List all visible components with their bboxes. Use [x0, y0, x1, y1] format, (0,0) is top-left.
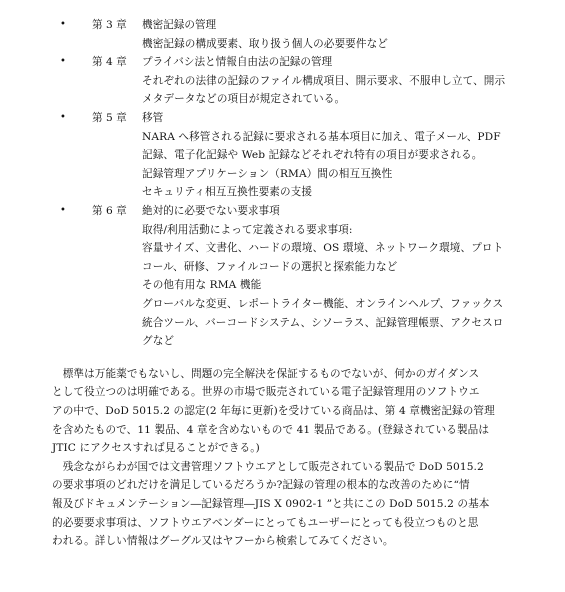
chapter-detail-line: コール、研修、ファイルコードの選択と探索能力など — [142, 260, 398, 273]
chapter-detail-line: それぞれの法律の記録のファイル構成項目、開示要求、不服申し立て、開示 — [142, 74, 506, 87]
body-paragraph-line: 標準は万能薬でもないし、問題の完全解決を保証するものでないが、何かのガイダンス — [52, 367, 480, 380]
chapter-detail-line: グなど — [142, 335, 175, 348]
body-paragraph-line: 的必要要求事項は、ソフトウエアベンダーにとってもユーザーにとっても役立つものと思 — [52, 516, 479, 529]
body-paragraph-line: われる。詳しい情報はグーグル又はヤフーから検索してみてください。 — [52, 535, 394, 548]
chapter-detail-line: セキュリティ相互互換性要素の支援 — [142, 186, 313, 199]
chapter-title: 絶対的に必要でない要求事項 — [142, 205, 280, 217]
chapter-number: 第 4 章 — [92, 56, 127, 69]
chapter-detail-line: 記録管理アプリケーション（RMA）間の相互互換性 — [142, 167, 393, 180]
chapter-number: 第 6 章 — [92, 205, 127, 217]
bullet-icon: • — [60, 205, 66, 216]
chapter-detail-line: 機密記録の構成要素、取り扱う個人の必要要件など — [142, 37, 388, 50]
chapter-title: 機密記録の管理 — [142, 19, 217, 31]
chapter-detail-line: グローバルな変更、レポートライター機能、オンラインヘルプ、ファックス — [142, 298, 504, 310]
chapter-detail-line: 統合ツール、バーコードシステム、シソーラス、記録管理帳票、アクセスロ — [142, 316, 504, 329]
chapter-detail-line: その他有用な RMA 機能 — [142, 279, 262, 292]
bullet-icon: • — [60, 112, 66, 123]
body-paragraph-line: JTIC にアクセスすれば見ることができる。) — [52, 442, 260, 455]
bullet-icon: • — [60, 56, 66, 68]
body-paragraph-line: を含めたもので、11 製品、4 章を含めないもので 41 製品である。(登録されている製品は — [52, 423, 490, 436]
body-paragraph-line: として役立つのは明確である。世界の市場で販売されている電子記録管理用のソフトウエ — [52, 386, 480, 399]
body-paragraph-line: アの中で、DoD 5015.2 の認定(2 年毎に更新)を受けている商品は、第 4 章機密記録の管理 — [52, 405, 495, 417]
body-paragraph-line: 報及びドキュメンテーション―記録管理―JIS X 0902-1 ”と共にこの DoD 5015.2 の基本 — [52, 498, 490, 510]
bullet-icon: • — [60, 19, 66, 30]
chapter-number: 第 5 章 — [92, 112, 127, 124]
chapter-detail-line: メタデータなどの項目が規定されている。 — [142, 93, 346, 106]
chapter-detail-line: 容量サイズ、文書化、ハードの環境、OS 環境、ネットワーク環境、プロト — [142, 242, 504, 255]
body-paragraph-line: 残念ながらわが国では文書管理ソフトウエアとして販売されている製品で DoD 5015.2 — [52, 460, 484, 473]
chapter-detail-line: NARA へ移管される記録に要求される基本項目に加え、電子メール、PDF — [142, 130, 501, 143]
chapter-detail-line: 記録、電子化記録や Web 記録などそれぞれ特有の項目が要求される。 — [142, 149, 483, 162]
chapter-title: 移管 — [142, 112, 164, 124]
chapter-number: 第 3 章 — [92, 19, 127, 31]
body-paragraph-line: の要求事項のどれだけを満足しているだろうか?記録の管理の根本的な改善のために“情 — [52, 479, 470, 492]
chapter-title: プライバシ法と情報自由法の記録の管理 — [142, 56, 333, 69]
chapter-detail-line: 取得/利用活動によって定義される要求事項: — [142, 223, 353, 236]
